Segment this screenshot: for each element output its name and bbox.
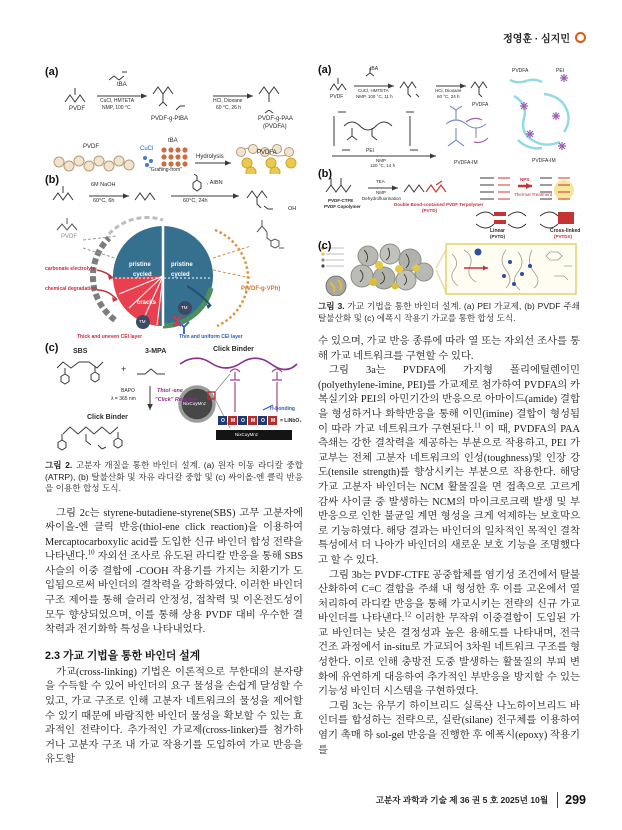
ncm-bar-label: NixCoyMnz (235, 432, 259, 437)
pvdf-g-vph-label: P(VDF-g-VPh) (241, 286, 281, 292)
click-binder-right-label: Click Binder (213, 346, 254, 353)
lambda-label: λ = 365 nm (111, 396, 136, 402)
author-names: 정영훈 · 심지민 (503, 34, 570, 45)
fig3a-c2a: HCl, Dioxane (435, 88, 462, 93)
corresponding-author-icon (575, 32, 586, 43)
fig3a-pvdf: PVDF (330, 94, 344, 100)
right-p1-text-b: 이 때, PVDFA의 PAA 측쇄는 강한 결착력을 제공하는 부분으로 작용하고, PEI 가교부는 전체 고분자 네트워크의 인성(toughness)및 인장 강도(tensile strength)를 향상시키는 부분으로 작용한다. 해당 가교 고분자 바인더는 NCM 활물질을 면 접촉으로 고르게 감싸 사이클 중 발생하는 NCM의 마이크로크랙 발생 및 부반응으로 인한 불균일 계면 형성을 크게 억제하는 보호막으로 기능하였다. 해당 결과는 바인더의 일차적인 목적인 결착 특성에서 더 나아가 바인더의 새로운 보호 기능을 조명했다고 할 수 있다. (318, 423, 580, 566)
linbo3-label: = LiNbO₃ (280, 418, 302, 424)
panel-label-a: (a) (45, 66, 59, 78)
condition1b: NMP, 100 °C (102, 105, 131, 111)
block-o3: O (261, 418, 265, 424)
figure3-caption-text: 가교 기법을 통한 바인더 설계. (a) PEI 가교제, (b) PVDF 주쇄 탈불산화 및 (c) 에폭시 작용기 가교를 통한 합성 도식. (318, 301, 580, 323)
dehydro-label: Dehydrofluorination (362, 196, 402, 201)
page-number: 299 (565, 793, 586, 807)
panel-label-a3: (a) (318, 64, 332, 76)
fig3a-pei2: PEI (366, 148, 375, 154)
block-m2: M (251, 418, 256, 424)
left-paragraph-2: 가교(cross-linking) 기법은 이론적으로 무한대의 분자량을 수득할 수 있어 바인더의 요구 물성을 손쉽게 달성할 수 있고, 가교 구조로 인해 고분자 네트워크의 물성을 제어할 수 있기 때문에 바람직한 바인더 물성을 확보할 수 있는 효과적인 전략이다. 추가적인 가교제(cross-linker)를 첨가하거나 고분자 구조 내 가교 작용기를 도입하여 가교 반응을 유도할 (45, 666, 303, 766)
tba-label: tBA (117, 82, 127, 88)
left-p1-text-b: 자외선 조사로 유도된 라디칼 반응을 통해 SBS 사슬의 이중 결합에 -COOH 작용기를 가지는 치환기가 도입됨으로써 바인더의 결착력을 강화하였다. 이러한 바인더 구조 제어를 통해 슬러리 안정성, 접착력 및 이온전도성이 모두 향상되었으며, 이를 통해 상용 PVDF 대비 우수한 결착력과 전기화학 특성을 나타내었다. (45, 551, 303, 636)
pvdf-chain-label: PVDF (83, 144, 100, 150)
fig3a-c1b: NMP, 100 °C, 11 h (356, 94, 393, 99)
h-bonding-label: H-bonding (270, 406, 295, 412)
left-paragraph-1 (45, 507, 303, 638)
bapo-label: BAPO (121, 388, 135, 394)
pvtd-name-label: Double Bond-contained PVDF Terpolymer (394, 202, 484, 207)
pvdf-ctfe-label: PVDF-CTFE (328, 198, 354, 203)
pvdf-struct-label: PVDF (61, 234, 78, 240)
page-footer (376, 792, 586, 808)
right-column (318, 64, 580, 758)
thiol-ene-label: Thiol -ene (157, 388, 183, 394)
section-heading-2-3: 2.3 가교 기법을 통한 바인더 설계 (45, 649, 201, 662)
fig3a-tba: tBA (370, 66, 379, 72)
linear-pvtd-label: (PVTD) (490, 234, 505, 239)
fig3a-prod: PVDFA-IM (454, 160, 478, 166)
pvtd-label: (PVTD) (422, 208, 437, 213)
oh-label: OH (288, 206, 297, 212)
panel-label-b3: (b) (318, 168, 333, 180)
fig3a-pvdfa: PVDFA (472, 102, 489, 108)
pvdf-g-ptba-label: PVDF-g-PtBA (151, 116, 189, 122)
tba-grid-label: tBA (168, 138, 178, 144)
ncm-particle-label: NixCoyMnz (183, 401, 207, 406)
nmp-label: NMP (376, 190, 386, 195)
pristine-left-label: pristine (129, 262, 151, 268)
aibn-label: , AIBN (207, 180, 223, 186)
fig3a-c2b: 60 °C, 24 h (437, 94, 460, 99)
ref-10: 10 (87, 548, 95, 557)
footer-divider (557, 792, 558, 808)
fig3a-c3a: NMP (376, 158, 386, 163)
figure3-panel-b (318, 168, 580, 240)
right-p1-text-a: 그림 3a는 PVDFA에 가지형 폴리에틸렌이민(polyethylene-imine, PEI)를 가교제로 첨가하여 PVDFA의 카복실기와 PEI의 아민기간의 반응으로 아마이드(amide) 결합을 형성하거나 화학반응을 통해 이민(imine) 결합이 형성됨이 따라 가교 네트워크가 구현된다. (318, 365, 580, 435)
right-paragraph-2 (318, 569, 580, 700)
plus-sign: + (121, 364, 127, 374)
fig3a-c3b: 120 °C, 14 h (370, 163, 396, 168)
figure2-panel-a (45, 66, 303, 174)
pvtdx-label: (PVTDX) (554, 234, 572, 239)
pvdfa-chain-label: PVDFA (257, 150, 277, 156)
fig3a-c1a: CuCl, HMTETA (358, 88, 389, 93)
mpa-label: 3-MPA (145, 348, 167, 355)
figure3-panel-c (318, 240, 580, 296)
tm-left-label: TM (139, 319, 146, 324)
pvdf-g-paa-label: PVDF-g-PAA (258, 116, 293, 122)
linear-label: Linear (490, 228, 506, 234)
panel-label-c: (c) (45, 342, 59, 354)
figure3-caption (318, 301, 580, 324)
click-reaction-label: "Click" Reaction (155, 397, 199, 403)
aibn-cond-label: 60°C, 24h (183, 198, 208, 204)
right-p2-text-b: 이러한 무작위 이중결합이 도입된 가교 바인더는 낮은 결정성과 높은 용해도를 나타내며, 전극 건조 과정에서 in-situ로 가교되어 3차원 네트워크 구조를 형성한다. 이로 인해 충방전 도중 발생하는 활물질의 부피 변화에 유연하게 대응하여 추가적인 부반응을 방지할 수 있는 기능성 바인더 시스템을 구현하였다. (318, 613, 581, 698)
naoh-label: 6M NaOH (91, 182, 116, 188)
sbs-label: SBS (73, 348, 88, 355)
panel-label-c3: (c) (318, 240, 332, 252)
nps-label: NPS (520, 177, 530, 182)
cracks-label: cracks (137, 300, 157, 306)
pvdf-copolymer-label: PVDF Copolymer (324, 204, 361, 209)
cycled-left-label: cycled (133, 272, 152, 278)
degradation-label: chemical degradation (45, 286, 97, 292)
figure3a-illustration (318, 64, 580, 168)
block-o1: O (221, 418, 225, 424)
journal-title: 고분자 과학과 기술 제 36 권 5 호 2025년 10월 (375, 795, 549, 805)
condition2a: HCl, Dioxane (213, 98, 243, 104)
hydrolysis-label: Hydrolysis (196, 154, 224, 160)
electrolyte-label: carbonate electrolyte (45, 266, 96, 272)
ref-12: 12 (404, 610, 412, 619)
tea-label: TEA (376, 179, 385, 184)
right-paragraph-3: 그림 3c는 유무기 하이브리드 실록산 나노하이브리드 바인더를 합성하는 전략으로, 실란(silane) 전구체를 이용하여 염기 촉매 하 sol-gel 반응을 진행한 후 에폭시(epoxy) 작용기를 (318, 700, 580, 756)
left-p1-text-a: 그림 2c는 styrene-butadiene-styrene(SBS) 고무 고분자에 싸이올-엔 클릭 반응(thiol-ene click reaction)을 이용하여 Mercaptocarboxylic acid를 도입한 신규 바인더 합성 전략을 나타낸다. (45, 507, 303, 563)
block-m3: M (271, 418, 276, 424)
figure2-caption-text: 고분자 개질을 통한 바인더 설계. (a) 원자 이동 라디칼 중합(ATRP), (b) 탈불산화 및 자유 라디칼 중합 및 (c) 싸이올-엔 클릭 반응을 이용한 합성 도식. (45, 460, 303, 493)
cucl-label: CuCl (140, 146, 154, 152)
right-paragraph-0: 수 있으며, 가교 반응 종류에 따라 열 또는 자외선 조사를 통해 가교 네트워크를 구현할 수 있다. (318, 336, 580, 362)
fig3a-pvdfa2: PVDFA (512, 68, 529, 74)
figure2-panel-b (45, 174, 303, 342)
block-m1: M (231, 418, 236, 424)
fig3a-pei: PEI (556, 68, 565, 74)
ref-11: 11 (474, 421, 481, 430)
right-paragraph-1 (318, 364, 580, 568)
figure3-caption-label: 그림 3. (318, 301, 345, 311)
tm-right-label: TM (181, 305, 188, 310)
cei-thin-label: Thin and uniform CEI layer (179, 334, 243, 340)
pvdfa-label: (PVDFA) (263, 124, 287, 130)
figure3c-illustration (318, 240, 580, 296)
figure3-panel-a (318, 64, 580, 168)
condition2b: 60 °C, 26 h (216, 105, 242, 111)
pvdf-label: PVDF (69, 106, 86, 112)
condition1a: CuCl, HMTETA (100, 98, 135, 104)
crosslinked-label: Cross-linked (550, 228, 581, 234)
cei-thick-label: Thick and uneven CEI layer (77, 334, 143, 340)
left-column (45, 66, 303, 768)
pristine-right-label: pristine (171, 262, 193, 268)
cycled-right-label: cycled (171, 272, 190, 278)
figure2-panel-c (45, 342, 303, 454)
figure2-caption-label: 그림 2. (45, 460, 73, 470)
block-o2: O (241, 418, 245, 424)
fig3a-network-label: PVDFA-IM (532, 158, 556, 164)
thermal-treatment-label: Thermal Treatment (514, 192, 553, 197)
figure2b-illustration (45, 174, 303, 342)
click-binder-label: Click Binder (87, 414, 128, 421)
grafting-from-label: "Grafting-from" (149, 167, 183, 173)
naoh-cond-label: 60°C, 6h (93, 198, 115, 204)
figure2-caption (45, 460, 303, 495)
page-header (503, 30, 586, 45)
right-p2-text-a: 그림 3b는 PVDF-CTFE 공중합체를 염기성 조건에서 탈불산화하여 C=C 결합을 주쇄 내 형성한 후 이를 고온에서 열처리하여 라디칼 반응을 통해 가교시키는 전략의 신규 가교 바인더를 나타낸다. (318, 569, 580, 625)
panel-label-b: (b) (45, 174, 60, 186)
